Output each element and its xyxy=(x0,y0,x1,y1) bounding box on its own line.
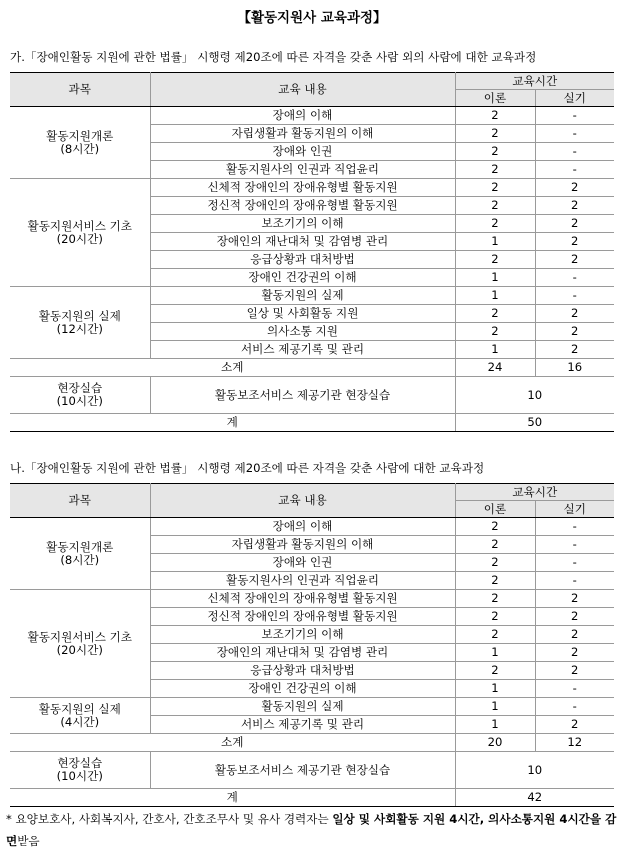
section-a-title: 가.「장애인활동 지원에 관한 법률」 시행령 제20조에 따른 자격을 갖춘 사람 외의 사람에 대한 교육과정 xyxy=(10,50,537,64)
header-subject: 과목 xyxy=(10,484,150,518)
theory-cell: 2 xyxy=(455,626,535,644)
field-practice-row xyxy=(10,377,614,414)
theory-cell: 2 xyxy=(455,536,535,554)
total-label: 계 xyxy=(10,414,455,432)
table-row xyxy=(10,590,614,608)
subject-name: 활동지원개론 xyxy=(46,128,114,143)
practice-cell: 2 xyxy=(535,716,614,734)
theory-cell: 2 xyxy=(455,590,535,608)
field-subject-cell xyxy=(10,377,150,414)
theory-cell: 2 xyxy=(455,608,535,626)
theory-cell: 2 xyxy=(455,251,535,269)
footnote-text: * 요양보호사, 사회복지사, 간호사, 간호조무사 및 유사 경력자는 xyxy=(6,812,333,826)
content-cell: 서비스 제공기록 및 관리 xyxy=(150,716,455,734)
header-theory: 이론 xyxy=(455,90,535,107)
field-subject-cell xyxy=(10,752,150,789)
theory-cell: 2 xyxy=(455,179,535,197)
practice-cell: - xyxy=(535,161,614,179)
subject-hours: (8시간) xyxy=(60,552,100,567)
field-hours: (10시간) xyxy=(56,769,103,783)
theory-cell: 2 xyxy=(455,125,535,143)
table-row xyxy=(10,518,614,536)
subject-name: 활동지원의 실제 xyxy=(38,308,121,323)
theory-cell: 2 xyxy=(455,197,535,215)
subject-cell xyxy=(10,590,150,698)
practice-cell: - xyxy=(535,107,614,125)
practice-cell: - xyxy=(535,680,614,698)
theory-cell: 2 xyxy=(455,518,535,536)
subtotal-practice: 12 xyxy=(535,734,614,752)
content-cell: 장애와 인권 xyxy=(150,554,455,572)
content-cell: 신체적 장애인의 장애유형별 활동지원 xyxy=(150,590,455,608)
practice-cell: 2 xyxy=(535,215,614,233)
total-value: 50 xyxy=(455,414,614,432)
subject-cell xyxy=(10,518,150,590)
practice-cell: - xyxy=(535,125,614,143)
practice-cell: - xyxy=(535,269,614,287)
header-content: 교육 내용 xyxy=(150,484,455,518)
content-cell: 장애인의 재난대처 및 감염병 관리 xyxy=(150,233,455,251)
header-practice: 실기 xyxy=(535,90,614,107)
curriculum-table-b xyxy=(10,483,614,807)
content-cell: 서비스 제공기록 및 관리 xyxy=(150,341,455,359)
theory-cell: 2 xyxy=(455,662,535,680)
field-value: 10 xyxy=(455,377,614,414)
theory-cell: 2 xyxy=(455,215,535,233)
theory-cell: 2 xyxy=(455,572,535,590)
field-name: 현장실습 xyxy=(57,756,103,770)
content-cell: 의사소통 지원 xyxy=(150,323,455,341)
practice-cell: 2 xyxy=(535,197,614,215)
subject-name: 활동지원서비스 기초 xyxy=(27,629,132,644)
field-hours: (10시간) xyxy=(56,394,103,408)
subtotal-row xyxy=(10,734,614,752)
theory-cell: 2 xyxy=(455,554,535,572)
header-practice: 실기 xyxy=(535,501,614,518)
practice-cell: 2 xyxy=(535,662,614,680)
header-content: 교육 내용 xyxy=(150,73,455,107)
subject-cell xyxy=(10,107,150,179)
field-value: 10 xyxy=(455,752,614,789)
theory-cell: 1 xyxy=(455,716,535,734)
practice-cell: 2 xyxy=(535,323,614,341)
content-cell: 정신적 장애인의 장애유형별 활동지원 xyxy=(150,608,455,626)
field-practice-row xyxy=(10,752,614,789)
total-value: 42 xyxy=(455,789,614,807)
table-row xyxy=(10,287,614,305)
subject-hours: (20시간) xyxy=(56,231,103,246)
content-cell: 장애인 건강권의 이해 xyxy=(150,680,455,698)
subtotal-practice: 16 xyxy=(535,359,614,377)
theory-cell: 1 xyxy=(455,233,535,251)
subject-name: 활동지원서비스 기초 xyxy=(27,218,132,233)
theory-cell: 2 xyxy=(455,323,535,341)
section-b-title: 나.「장애인활동 지원에 관한 법률」 시행령 제20조에 따른 자격을 갖춘 사람에 대한 교육과정 xyxy=(10,461,485,475)
table-row xyxy=(10,107,614,125)
document-title: 【활동지원사 교육과정】 xyxy=(237,10,387,26)
practice-cell: - xyxy=(535,554,614,572)
header-theory: 이론 xyxy=(455,501,535,518)
practice-cell: 2 xyxy=(535,626,614,644)
subtotal-theory: 20 xyxy=(455,734,535,752)
theory-cell: 1 xyxy=(455,698,535,716)
theory-cell: 2 xyxy=(455,161,535,179)
theory-cell: 2 xyxy=(455,107,535,125)
footnote xyxy=(6,808,618,852)
field-name: 현장실습 xyxy=(57,381,103,395)
content-cell: 장애인 건강권의 이해 xyxy=(150,269,455,287)
content-cell: 활동지원사의 인권과 직업윤리 xyxy=(150,572,455,590)
theory-cell: 1 xyxy=(455,644,535,662)
header-subject: 과목 xyxy=(10,73,150,107)
theory-cell: 2 xyxy=(455,305,535,323)
theory-cell: 1 xyxy=(455,287,535,305)
content-cell: 신체적 장애인의 장애유형별 활동지원 xyxy=(150,179,455,197)
theory-cell: 1 xyxy=(455,269,535,287)
subject-cell xyxy=(10,698,150,734)
subtotal-label: 소계 xyxy=(10,359,455,377)
field-content: 활동보조서비스 제공기관 현장실습 xyxy=(150,377,455,414)
practice-cell: 2 xyxy=(535,251,614,269)
total-row xyxy=(10,789,614,807)
field-content: 활동보조서비스 제공기관 현장실습 xyxy=(150,752,455,789)
table-row xyxy=(10,179,614,197)
subject-hours: (12시간) xyxy=(56,321,103,336)
subtotal-theory: 24 xyxy=(455,359,535,377)
theory-cell: 1 xyxy=(455,341,535,359)
theory-cell: 1 xyxy=(455,680,535,698)
practice-cell: 2 xyxy=(535,233,614,251)
practice-cell: - xyxy=(535,143,614,161)
content-cell: 응급상황과 대처방법 xyxy=(150,251,455,269)
content-cell: 장애의 이해 xyxy=(150,518,455,536)
practice-cell: - xyxy=(535,698,614,716)
content-cell: 정신적 장애인의 장애유형별 활동지원 xyxy=(150,197,455,215)
footnote-suffix: 받음 xyxy=(17,834,40,848)
subject-name: 활동지원의 실제 xyxy=(38,701,121,716)
practice-cell: - xyxy=(535,518,614,536)
content-cell: 활동지원의 실제 xyxy=(150,698,455,716)
table-row xyxy=(10,698,614,716)
practice-cell: 2 xyxy=(535,590,614,608)
subtotal-row xyxy=(10,359,614,377)
practice-cell: 2 xyxy=(535,644,614,662)
header-hours: 교육시간 xyxy=(455,73,614,90)
footnote-bold: 일상 및 사회활동 지원 4시간, 의사소통지원 4시간을 감면 xyxy=(6,812,617,848)
practice-cell: 2 xyxy=(535,608,614,626)
practice-cell: - xyxy=(535,572,614,590)
content-cell: 장애인의 재난대처 및 감염병 관리 xyxy=(150,644,455,662)
curriculum-table-a xyxy=(10,72,614,432)
subject-hours: (4시간) xyxy=(60,714,100,729)
subtotal-label: 소계 xyxy=(10,734,455,752)
content-cell: 장애와 인권 xyxy=(150,143,455,161)
subject-cell xyxy=(10,287,150,359)
practice-cell: 2 xyxy=(535,179,614,197)
subject-cell xyxy=(10,179,150,287)
content-cell: 활동지원의 실제 xyxy=(150,287,455,305)
subject-hours: (20시간) xyxy=(56,642,103,657)
theory-cell: 2 xyxy=(455,143,535,161)
practice-cell: - xyxy=(535,536,614,554)
content-cell: 자립생활과 활동지원의 이해 xyxy=(150,536,455,554)
content-cell: 일상 및 사회활동 지원 xyxy=(150,305,455,323)
content-cell: 보조기기의 이해 xyxy=(150,626,455,644)
header-hours: 교육시간 xyxy=(455,484,614,501)
subject-name: 활동지원개론 xyxy=(46,539,114,554)
total-row xyxy=(10,414,614,432)
content-cell: 자립생활과 활동지원의 이해 xyxy=(150,125,455,143)
subject-hours: (8시간) xyxy=(60,141,100,156)
practice-cell: 2 xyxy=(535,305,614,323)
content-cell: 활동지원사의 인권과 직업윤리 xyxy=(150,161,455,179)
practice-cell: 2 xyxy=(535,341,614,359)
practice-cell: - xyxy=(535,287,614,305)
content-cell: 보조기기의 이해 xyxy=(150,215,455,233)
content-cell: 장애의 이해 xyxy=(150,107,455,125)
content-cell: 응급상황과 대처방법 xyxy=(150,662,455,680)
total-label: 계 xyxy=(10,789,455,807)
